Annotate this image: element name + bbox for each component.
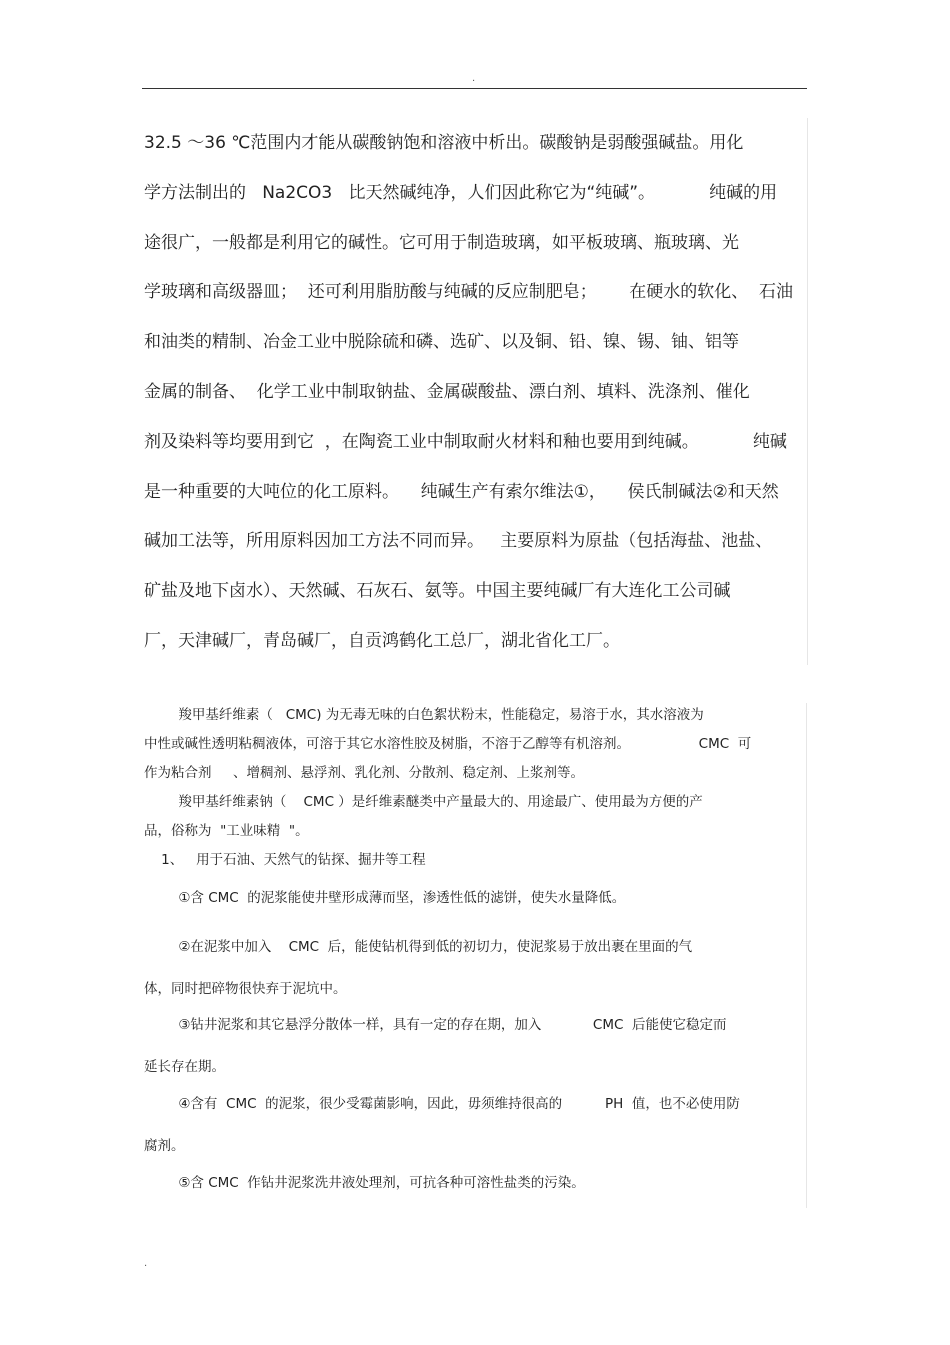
section1-line: 是一种重要的大吨位的化工原料。 纯碱生产有索尔维法①， 侯氏制碱法②和天然 [144, 481, 779, 502]
section1-line: 剂及染料等均要用到它 ，在陶瓷工业中制取耐火材料和釉也要用到纯碱。 纯碱 [144, 431, 787, 452]
section2-line: ①含 CMC 的泥浆能使井壁形成薄而坚，渗透性低的滤饼，使失水量降低。 [144, 890, 626, 906]
section1-line: 途很广，一般都是利用它的碱性。它可用于制造玻璃，如平板玻璃、瓶玻璃、光 [144, 232, 739, 253]
header-mark: . [472, 73, 476, 84]
header-rule [142, 88, 807, 89]
section1-paragraph [144, 126, 808, 674]
section1-line: 学玻璃和高级器皿； 还可利用脂肪酸与纯碱的反应制肥皂； 在硬水的软化、 石油 [144, 282, 794, 303]
section2-line: 羧甲基纤维素（ CMC) 为无毒无味的白色絮状粉末，性能稳定，易溶于水，其水溶液为 [144, 707, 704, 723]
section2-line: 1、 用于石油、天然气的钻探、掘井等工程 [144, 852, 426, 868]
section2-line: ⑤含 CMC 作钻井泥浆洗井液处理剂，可抗各种可溶性盐类的污染。 [144, 1175, 585, 1191]
section2-line: ④含有 CMC 的泥浆，很少受霉菌影响，因此，毋须维持很高的 PH 值，也不必使用防 [144, 1096, 740, 1112]
footer-mark: . [144, 1258, 148, 1269]
section2-line: 品，俗称为 "工业味精 "。 [144, 823, 309, 839]
section2-line: 延长存在期。 [144, 1059, 225, 1075]
section1-line: 32.5 ～36 ℃范围内才能从碳酸钠饱和溶液中析出。碳酸钠是弱酸强碱盐。用化 [144, 133, 744, 153]
section1-line: 碱加工法等，所用原料因加工方法不同而异。 主要原料为原盐（包括海盐、池盐、 [144, 531, 773, 552]
section2-line: 体，同时把碎物很快弃于泥坑中。 [144, 981, 347, 997]
section1-line: 金属的制备、 化学工业中制取钠盐、金属碳酸盐、漂白剂、填料、洗涤剂、催化 [144, 381, 750, 402]
section2-line: 腐剂。 [144, 1138, 185, 1154]
section2-line: 中性或碱性透明粘稠液体，可溶于其它水溶性胶及树脂，不溶于乙醇等有机溶剂。 CMC 可 [144, 736, 752, 752]
section1-line: 矿盐及地下卤水）、天然碱、石灰石、氨等。中国主要纯碱厂有大连化工公司碱 [144, 581, 731, 602]
section1-line: 和油类的精制、冶金工业中脱除硫和磷、选矿、以及铜、铅、镍、锡、铀、铝等 [144, 332, 739, 353]
section2-line: 羧甲基纤维素钠（ CMC ）是纤维素醚类中产量最大的、用途最广、使用最为方便的产 [144, 794, 703, 810]
section2-line: ③钻井泥浆和其它悬浮分散体一样，具有一定的存在期，加入 CMC 后能使它稳定而 [144, 1017, 727, 1033]
section1-line: 厂，天津碱厂，青岛碱厂，自贡鸿鹤化工总厂，湖北省化工厂。 [144, 630, 620, 651]
section2-line: 作为粘合剂 、增稠剂、悬浮剂、乳化剂、分散剂、稳定剂、上浆剂等。 [144, 765, 584, 781]
section2-line: ②在泥浆中加入 CMC 后，能使钻机得到低的初切力，使泥浆易于放出裹在里面的气 [144, 939, 693, 955]
section2-right-border [806, 703, 807, 1208]
section1-line: 学方法制出的 Na2CO3 比天然碱纯净，人们因此称它为“纯碱”。 纯碱的用 [144, 182, 778, 203]
